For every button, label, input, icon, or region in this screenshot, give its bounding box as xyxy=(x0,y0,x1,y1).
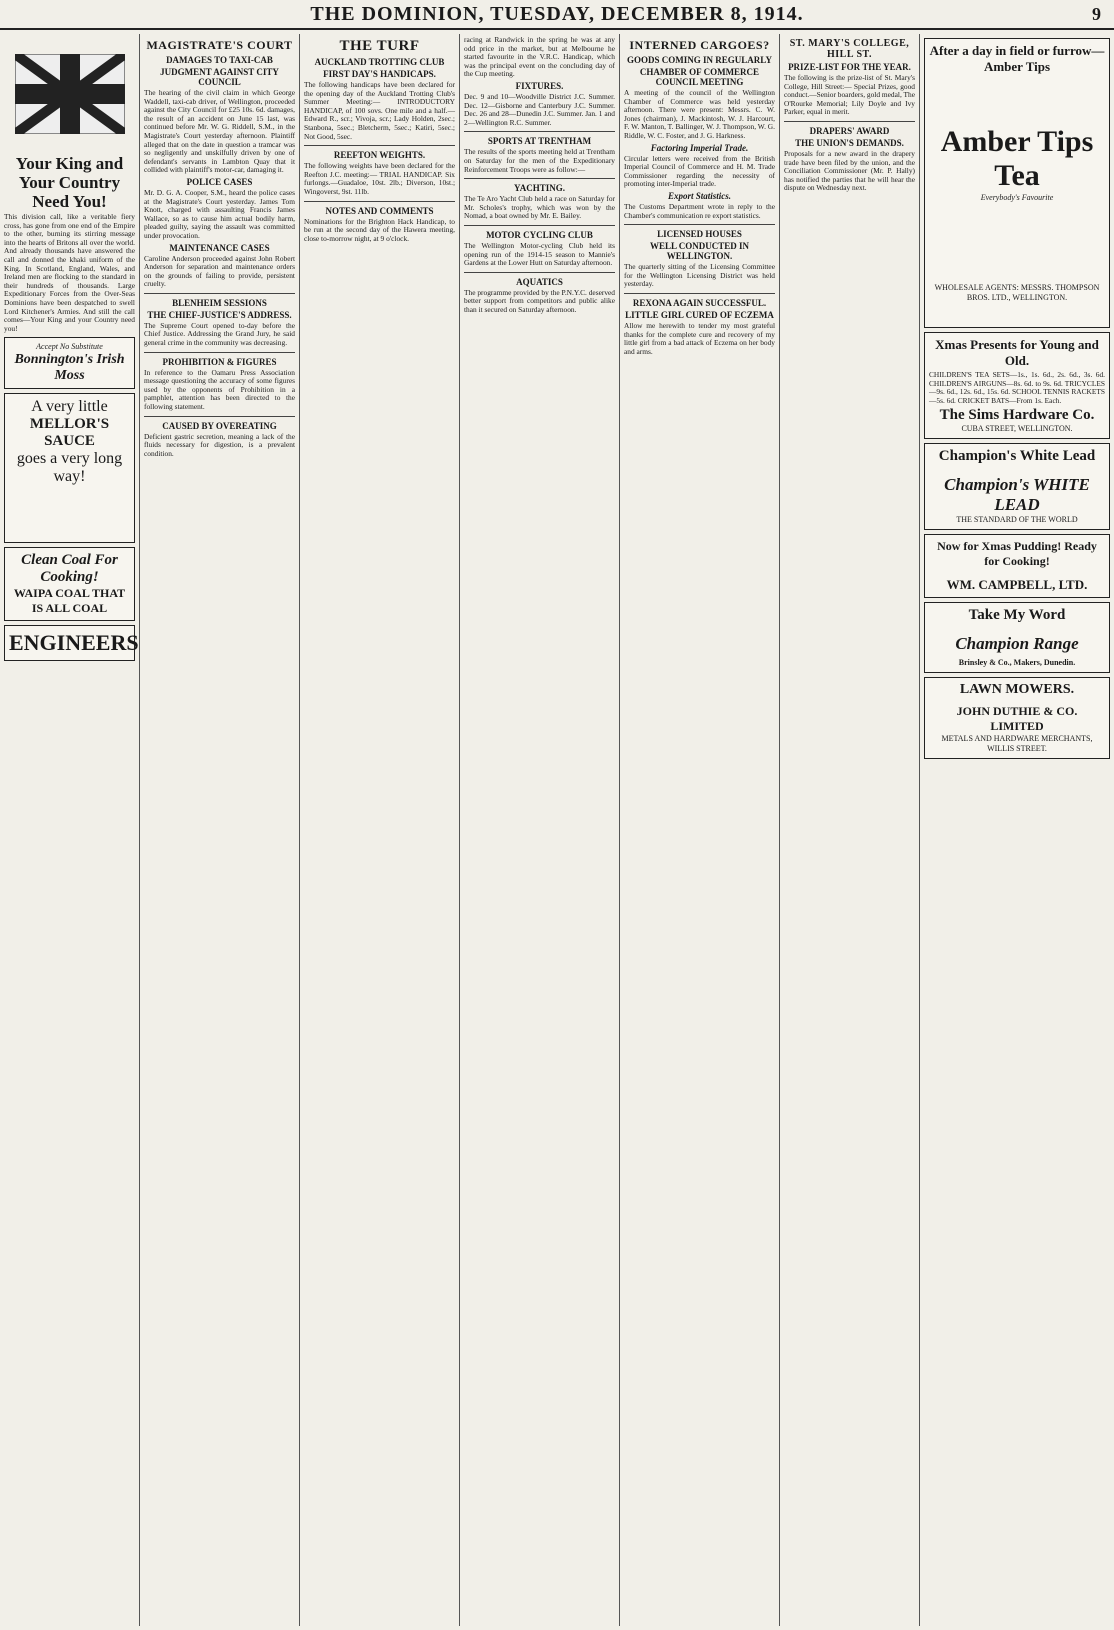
coal-brand: WAIPA COAL THAT IS ALL COAL xyxy=(13,586,126,616)
rexona-heading: REXONA AGAIN SUCCESSFUL. xyxy=(632,297,767,308)
motor-cycling-heading: MOTOR CYCLING CLUB xyxy=(486,229,593,240)
judgment-subheading: JUDGMENT AGAINST CITY COUNCIL xyxy=(160,67,279,87)
export-statistics-article: The Customs Department wrote in reply to the Chamber's communication re export statistics. xyxy=(624,201,775,220)
champion-range-brand: Champion Range xyxy=(955,634,1079,654)
amber-tips-tagline: Everybody's Favourite xyxy=(980,193,1054,202)
drapers-article: Proposals for a new award in the drapery trade have been filed by the union, and the Conciliation Commissioner (Mr. P. Hally) has notified the parties that he will hear the dispute on Wednesday next. xyxy=(784,148,915,193)
overeating-article: Deficient gastric secretion, meaning a lack of the fluids necessary for digestion, is a prevalent condition. xyxy=(144,431,295,458)
taxi-cab-article: The hearing of the civil claim in which George Waddell, taxi-cab driver, of Wellington, proceeded against the City Council for £25 10s. 6d. damages, the result of an accident on June 15 last, was continued before Mr. W. G. Riddell, S.M., in the Magistrate's Court yesterday afternoon. Plaintiff alleged that on the date in question a tramcar was so negligently and unskilfully driven by one of defendant's servants in Lambton Quay that it collided with plaintiff's motor-car, damaging it. xyxy=(144,88,295,175)
sims-hardware-ad xyxy=(924,332,1110,439)
blenheim-heading: BLENHEIM SESSIONS xyxy=(172,297,267,308)
blenheim-article: The Supreme Court opened to-day before the Chief Justice. Addressing the Grand Jury, he said general crime in the community was decreasing. xyxy=(144,320,295,348)
mellors-line-2: goes a very long way! xyxy=(16,450,123,486)
goods-coming-heading: GOODS COMING IN REGULARLY xyxy=(627,55,772,65)
export-statistics-heading: Export Statistics. xyxy=(667,190,731,201)
licensing-article: The quarterly sitting of the Licensing Committee for the Wellington Licensing District was held yesterday. xyxy=(624,262,775,289)
sims-brand: The Sims Hardware Co. xyxy=(939,407,1095,424)
fixtures-list: Dec. 9 and 10—Woodville District J.C. Summer. Dec. 12—Gisborne and Canterbury J.C. Summer. Dec. 26 and 28—Dunedin J.C. Summer. Jan. 1 and 2—Wellington R.C. Summer. xyxy=(464,91,615,127)
st-marys-heading: ST. MARY'S COLLEGE, HILL ST. xyxy=(789,38,910,60)
amber-tips-agents: WHOLESALE AGENTS: MESSRS. THOMPSON BROS. LTD., WELLINGTON. xyxy=(934,283,1100,302)
prize-list-article: The following is the prize-list of St. Mary's College, Hill Street:— Special Prizes, good conduct.—Senior boarders, gold medal, The O'Rourke Memorial; Lily Doyle and Ivy Parker, equal in merit. xyxy=(784,73,916,117)
eczema-heading: LITTLE GIRL CURED OF ECZEMA xyxy=(625,309,774,320)
trotting-club-heading: AUCKLAND TROTTING CLUB xyxy=(314,57,445,67)
column-4 xyxy=(460,34,620,1626)
prize-list-heading: PRIZE-LIST FOR THE YEAR. xyxy=(788,62,911,72)
union-jack-flag-icon xyxy=(4,34,135,154)
prohibition-article: In reference to the Oamaru Press Association message questioning the accuracy of some figures used by the opponents of Prohibition in a pamphlet, attention has been directed to the following statement. xyxy=(144,367,295,412)
engineers-ad xyxy=(4,625,139,661)
maintenance-heading: MAINTENANCE CASES xyxy=(169,242,270,253)
white-lead-brand: Champion's WHITE LEAD xyxy=(944,475,1090,515)
recruitment-body: This division call, like a veritable fiery cross, has gone from one end of the Empire to the other, burning its stirring message into the hearts of Britons all over the world. And already thousands have answered the call and donned the khaki uniform of the King. In Scotland, England, Wales, and Ireland men are flocking to the standard in their hundreds of thousands. Large Expeditionary Forces from the Over-Seas Dominions have been despatched to swell Lord Kitchener's Armies. And still the call comes—Your King and your Country need you! xyxy=(4,212,135,333)
yachting-heading: YACHTING. xyxy=(514,183,565,194)
recruitment-headline: Your King and Your Country Need You! xyxy=(15,154,124,211)
licensed-houses-heading: LICENSED HOUSES xyxy=(657,229,742,240)
engineers-headline: ENGINEERS xyxy=(9,630,139,656)
handicaps-heading: FIRST DAY'S HANDICAPS. xyxy=(323,69,436,79)
white-lead-ad xyxy=(924,443,1110,530)
brinsley-makers: Brinsley & Co., Makers, Dunedin. xyxy=(958,658,1076,668)
irish-moss-ad xyxy=(4,337,135,389)
lawn-mowers-headline: LAWN MOWERS. xyxy=(959,682,1075,698)
white-lead-headline: Champion's White Lead xyxy=(938,448,1096,465)
damages-subheading: DAMAGES TO TAXI-CAB xyxy=(166,55,273,65)
duthie-description: METALS AND HARDWARE MERCHANTS, WILLIS STREET. xyxy=(941,734,1093,754)
chief-justice-heading: THE CHIEF-JUSTICE'S ADDRESS. xyxy=(147,309,292,320)
aquatics-heading: AQUATICS xyxy=(516,276,563,287)
overeating-heading: CAUSED BY OVEREATING xyxy=(162,420,277,431)
pudding-headline: Now for Xmas Pudding! Ready for Cooking! xyxy=(937,539,1097,569)
notes-article: Nominations for the Brighton Hack Handicap, to be run at the second day of the Hawera meeting, close to-morrow night, at 9 o'clock. xyxy=(304,216,455,243)
magistrates-court-heading: MAGISTRATE'S COURT xyxy=(146,38,293,52)
waipa-coal-ad xyxy=(4,547,135,621)
masthead xyxy=(0,0,1114,30)
champion-range-ad xyxy=(924,602,1110,673)
xmas-presents-list: CHILDREN'S TEA SETS—1s., 1s. 6d., 2s. 6d., 3s. 6d. CHILDREN'S AIRGUNS—8s. 6d. to 9s. 6d. TRICYCLES—9s. 6d., 12s. 6d., 15s. 6d. SCHOOL TENNIS RACKETS—5s. 6d. CRICKET BATS—From 1s. Each. xyxy=(929,370,1105,405)
police-cases-heading: POLICE CASES xyxy=(186,176,253,187)
yachting-article: The Te Aro Yacht Club held a race on Saturday for Mr. Scholes's trophy, which was won by the Nomad, a boat owned by Mr. E. Bailey. xyxy=(464,194,615,221)
coal-headline: Clean Coal For Cooking! xyxy=(21,552,118,586)
irish-moss-tagline: Accept No Substitute xyxy=(36,342,103,352)
amber-tips-ad xyxy=(924,38,1110,328)
column-5 xyxy=(620,34,780,1626)
column-1 xyxy=(0,34,140,1626)
interned-cargoes-heading: INTERNED CARGOES? xyxy=(629,38,770,52)
turf-heading: THE TURF xyxy=(339,38,420,54)
campbell-brand: WM. CAMPBELL, LTD. xyxy=(946,577,1088,593)
unions-demands-heading: THE UNION'S DEMANDS. xyxy=(795,137,904,148)
aquatics-article: The programme provided by the P.N.Y.C. deserved better support from competitors and public alike than it secured on Saturday afternoon. xyxy=(464,287,615,314)
imperial-trade-article: Circular letters were received from the British Imperial Council of Commerce and H. M. Trade Commissioner regarding the necessity of promoting inter-Imperial trade. xyxy=(624,153,775,189)
column-2 xyxy=(140,34,300,1626)
column-6 xyxy=(780,34,920,1626)
police-cases-article: Mr. D. G. A. Cooper, S.M., heard the police cases at the Magistrate's Court yesterday. James Tom Knott, charged with assaulting Francis James Wallace, so as to cause him actual bodily harm, pleaded guilty, saying the assault was committed under provocation. xyxy=(144,187,295,240)
fixtures-heading: FIXTURES. xyxy=(515,80,564,91)
mellors-line-1: A very little xyxy=(31,398,108,416)
maintenance-article: Caroline Anderson proceeded against John Robert Anderson for separation and maintenance orders on the grounds of failing to provide, persistent cruelty. xyxy=(144,253,295,289)
motor-cycling-article: The Wellington Motor-cycling Club held its opening run of the 1914-15 season to Mannie's Gardens at the Lower Hutt on Saturday afternoon. xyxy=(464,240,615,268)
xmas-presents-headline: Xmas Presents for Young and Old. xyxy=(935,337,1099,368)
masthead-title: THE DOMINION, TUESDAY, DECEMBER 8, 1914. xyxy=(310,2,804,25)
amber-tips-headline: After a day in field or furrow—Amber Tips xyxy=(929,43,1105,74)
mellors-sauce-ad xyxy=(4,393,135,543)
column-3 xyxy=(300,34,460,1626)
handicaps-article: The following handicaps have been declared for the opening day of the Auckland Trotting Club's Summer Meeting:— INTRODUCTORY HANDICAP, of 100 sovs. One mile and a half.—Edward R., scr.; Vivoja, scr.; Lady Holden, 2sec.; Stanbona, 5sec.; Bletcherm, 5sec.; Katiri, 5sec.; Not Good, 5sec. xyxy=(304,80,455,141)
rexona-article: Allow me herewith to tender my most grateful thanks for the complete cure and recovery of my little girl from a bad attack of Eczema on her body and arms. xyxy=(624,320,775,356)
page-number: 9 xyxy=(1092,4,1102,24)
sims-address: CUBA STREET, WELLINGTON. xyxy=(961,424,1073,434)
chamber-heading: CHAMBER OF COMMERCE COUNCIL MEETING xyxy=(639,67,760,87)
reefton-article: The following weights have been declared for the Reefton J.C. meeting:— TRIAL HANDICAP. Six furlongs.—Guadaloe, 10st. 2lb.; Diverson, 10st.; Wingoverst, 9st. 11lb. xyxy=(304,161,455,196)
chamber-article: A meeting of the council of the Wellington Chamber of Commerce was held yesterday afternoon. There were present: Messrs. C. W. Jones (chairman), J. Mackintosh, W. J. Harcourt, F. W. Manton, T. Ballinger, W. J. Thompson, W. G. Riddle, W. C. Foster, and J. G. Harkness. xyxy=(624,88,775,140)
column-7-ads xyxy=(920,34,1114,1626)
amber-tips-brand: Amber Tips Tea xyxy=(940,125,1094,192)
racing-continued-article: racing at Randwick in the spring he was at any odd price in the market, but at Melbourne he started favourite in the V.R.C. Handicap, which was the principal event on the concluding day of the Cup meeting. xyxy=(464,35,615,79)
duthie-brand: JOHN DUTHIE & CO. LIMITED xyxy=(956,704,1078,734)
reefton-heading: REEFTON WEIGHTS. xyxy=(333,150,426,161)
take-my-word-headline: Take My Word xyxy=(968,607,1066,624)
trentham-article: The results of the sports meeting held at Trentham on Saturday for the men of the Expeditionary Reinforcement Troops were as follow:— xyxy=(464,147,615,174)
white-lead-tagline: THE STANDARD OF THE WORLD xyxy=(956,515,1078,525)
irish-moss-brand: Bonnington's Irish Moss xyxy=(14,352,125,384)
trentham-heading: SPORTS AT TRENTHAM xyxy=(487,136,592,147)
imperial-trade-heading: Factoring Imperial Trade. xyxy=(650,142,749,153)
campbell-pudding-ad xyxy=(924,534,1110,598)
well-conducted-heading: WELL CONDUCTED IN WELLINGTON. xyxy=(649,241,750,262)
prohibition-heading: PROHIBITION & FIGURES xyxy=(162,356,277,367)
notes-heading: NOTES AND COMMENTS xyxy=(325,205,434,216)
drapers-award-heading: DRAPERS' AWARD xyxy=(809,125,890,136)
mellors-brand: MELLOR'S SAUCE xyxy=(29,416,110,450)
lawn-mowers-ad xyxy=(924,677,1110,759)
